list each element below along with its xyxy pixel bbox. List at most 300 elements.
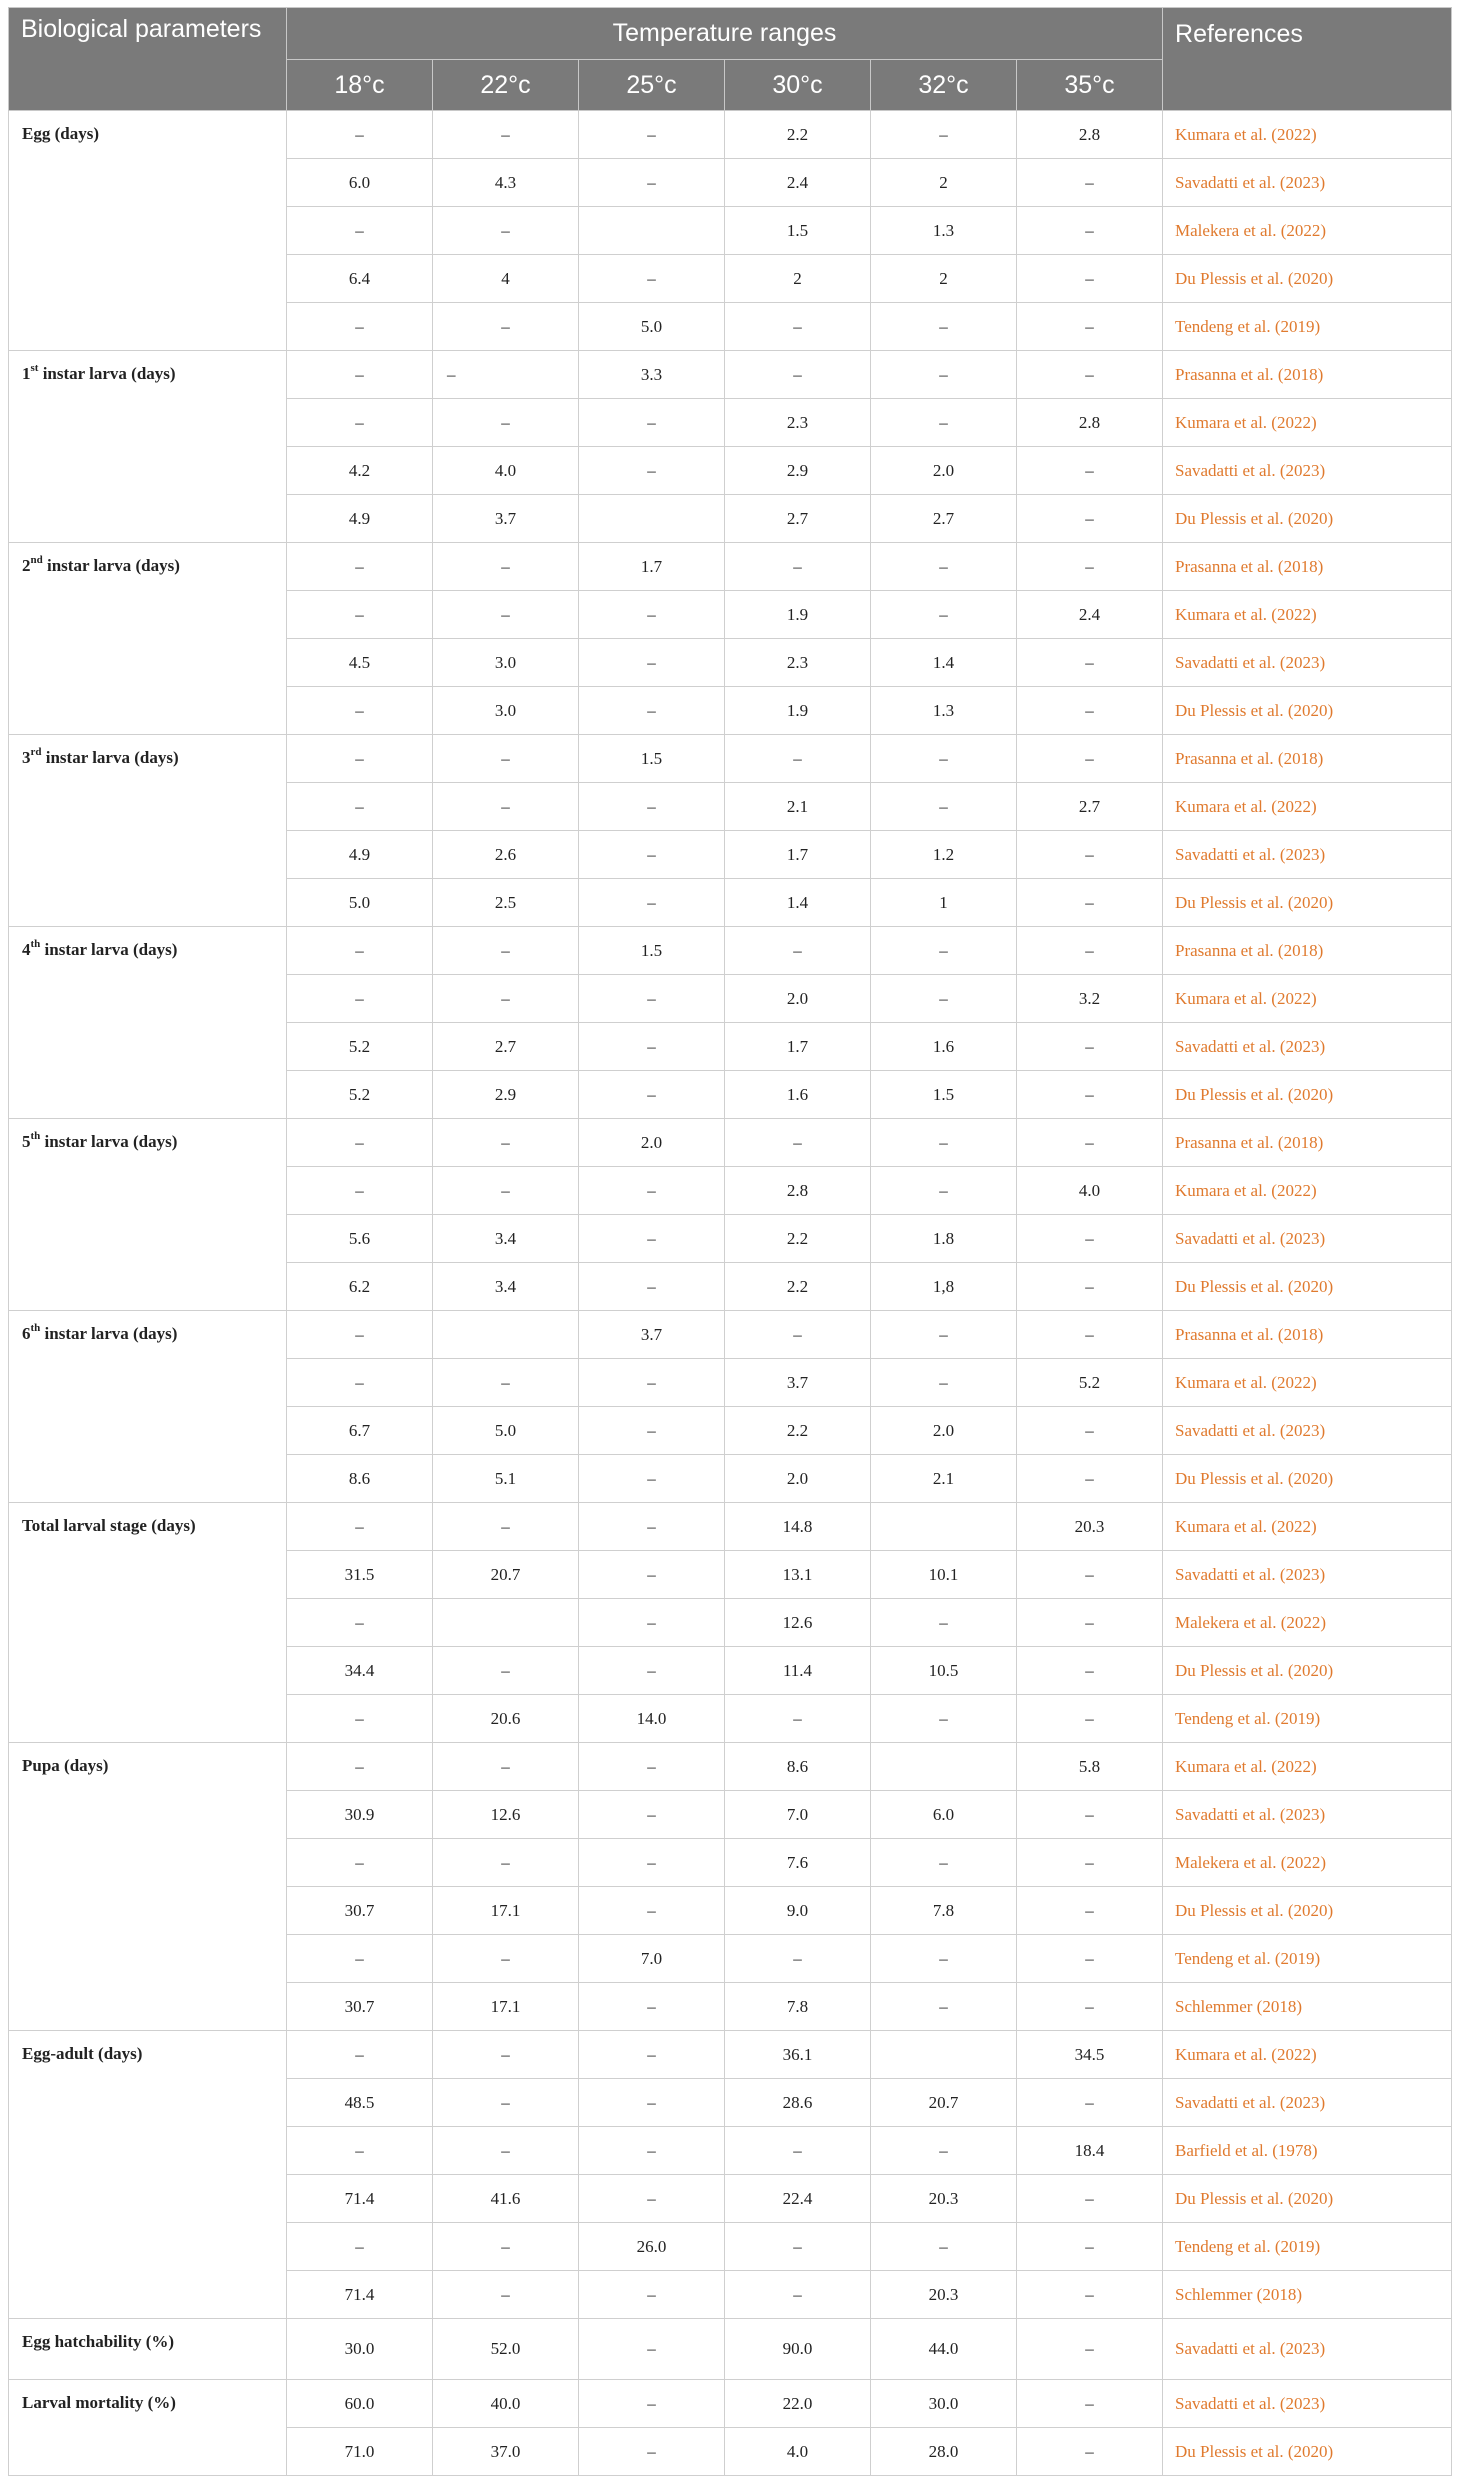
value-cell: 2.1 [871,1455,1017,1503]
reference-link[interactable]: Du Plessis et al. (2020) [1163,687,1452,735]
value-cell: – [287,1167,433,1215]
table-row [9,735,1452,783]
value-cell: – [579,1551,725,1599]
value-cell: 2.8 [725,1167,871,1215]
value-cell: 4.0 [1017,1167,1163,1215]
value-cell: – [287,927,433,975]
value-cell: – [1017,447,1163,495]
reference-link[interactable]: Kumara et al. (2022) [1163,591,1452,639]
value-cell: 5.0 [287,879,433,927]
value-cell: – [1017,1407,1163,1455]
value-cell: – [579,1647,725,1695]
table-header [9,8,1452,111]
value-cell: 34.4 [287,1647,433,1695]
value-cell: – [1017,1311,1163,1359]
value-cell: – [1017,351,1163,399]
value-cell: – [579,1167,725,1215]
value-cell: – [1017,1647,1163,1695]
temp-header-18: 18°c [287,60,433,111]
value-cell: – [725,735,871,783]
value-cell: 1,8 [871,1263,1017,1311]
parameter-label [9,2380,287,2476]
value-cell: – [287,351,433,399]
table-row [9,2380,1452,2428]
value-cell: 1.4 [871,639,1017,687]
reference-link[interactable]: Prasanna et al. (2018) [1163,1311,1452,1359]
value-cell: – [579,783,725,831]
value-cell: 1.7 [725,1023,871,1071]
reference-link[interactable]: Savadatti et al. (2023) [1163,1215,1452,1263]
reference-link[interactable]: Prasanna et al. (2018) [1163,1119,1452,1167]
value-cell: – [287,399,433,447]
value-cell: 2 [871,255,1017,303]
value-cell: 2 [725,255,871,303]
value-cell: 2.4 [725,159,871,207]
value-cell: 17.1 [433,1887,579,1935]
reference-link[interactable]: Du Plessis et al. (2020) [1163,1887,1452,1935]
value-cell: 1.4 [725,879,871,927]
table-row [9,111,1452,159]
value-cell: – [287,975,433,1023]
value-cell: 6.2 [287,1263,433,1311]
parameter-label-rest: instar larva (days) [40,940,178,959]
value-cell: 5.0 [433,1407,579,1455]
value-cell: – [579,1263,725,1311]
value-cell: – [287,543,433,591]
reference-link[interactable]: Savadatti et al. (2023) [1163,2380,1452,2428]
value-cell: – [287,1359,433,1407]
value-cell [579,495,725,543]
value-cell: – [579,2380,725,2428]
table-row [9,927,1452,975]
value-cell: 30.9 [287,1791,433,1839]
value-cell: 71.4 [287,2175,433,2223]
value-cell [433,1599,579,1647]
value-cell: – [1017,2428,1163,2476]
value-cell: – [287,1599,433,1647]
value-cell: – [433,2079,579,2127]
value-cell: – [1017,1023,1163,1071]
value-cell: – [433,1119,579,1167]
reference-link[interactable]: Malekera et al. (2022) [1163,207,1452,255]
value-cell: – [579,1503,725,1551]
reference-link[interactable]: Savadatti et al. (2023) [1163,1023,1452,1071]
table-row [9,1311,1452,1359]
value-cell: – [1017,879,1163,927]
parameter-label-rest: instar larva (days) [42,556,180,575]
reference-link[interactable]: Schlemmer (2018) [1163,1983,1452,2031]
reference-link[interactable]: Savadatti et al. (2023) [1163,1791,1452,1839]
value-cell: – [579,2127,725,2175]
value-cell: – [287,1695,433,1743]
value-cell: 1.5 [725,207,871,255]
value-cell: – [871,303,1017,351]
value-cell: – [433,975,579,1023]
value-cell: 1.7 [579,543,725,591]
parameter-label-text: Egg-adult (days) [22,2044,143,2063]
data-table-container [8,7,1451,2476]
value-cell: – [1017,2175,1163,2223]
value-cell: – [287,1743,433,1791]
value-cell: – [579,1791,725,1839]
value-cell: – [871,591,1017,639]
value-cell: 3.2 [1017,975,1163,1023]
value-cell: – [579,2079,725,2127]
value-cell: – [725,303,871,351]
reference-link[interactable]: Savadatti et al. (2023) [1163,639,1452,687]
parameter-label [9,2031,287,2319]
value-cell: – [871,1599,1017,1647]
value-cell: – [287,1839,433,1887]
value-cell: – [871,735,1017,783]
value-cell: 3.0 [433,687,579,735]
value-cell: – [579,1407,725,1455]
value-cell: 7.8 [725,1983,871,2031]
ordinal-suffix: th [30,1130,41,1143]
parameter-label-text: 4 [22,940,31,959]
value-cell: 2.0 [725,1455,871,1503]
value-cell: 2.0 [579,1119,725,1167]
value-cell: – [871,1983,1017,2031]
value-cell: 1.6 [871,1023,1017,1071]
parameter-label-rest: instar larva (days) [41,748,179,767]
value-cell: – [1017,831,1163,879]
value-cell: – [287,1503,433,1551]
value-cell: 2.0 [725,975,871,1023]
reference-link[interactable]: Prasanna et al. (2018) [1163,543,1452,591]
reference-link[interactable]: Kumara et al. (2022) [1163,111,1452,159]
value-cell: 17.1 [433,1983,579,2031]
parameter-label-rest: instar larva (days) [38,364,176,383]
table-row [9,1503,1452,1551]
parameter-label-text: Pupa (days) [22,1756,109,1775]
ordinal-suffix: th [30,1322,41,1335]
ordinal-suffix: th [30,938,41,951]
value-cell: – [433,591,579,639]
parameter-label [9,111,287,351]
reference-link[interactable]: Savadatti et al. (2023) [1163,159,1452,207]
value-cell: – [579,1743,725,1791]
value-cell: 20.6 [433,1695,579,1743]
value-cell: – [579,1071,725,1119]
reference-link[interactable]: Savadatti et al. (2023) [1163,2319,1452,2380]
value-cell: 4.3 [433,159,579,207]
parameter-label-text: 1 [22,364,31,383]
value-cell: – [287,1311,433,1359]
value-cell: 8.6 [725,1743,871,1791]
value-cell: – [579,2175,725,2223]
value-cell: – [579,831,725,879]
value-cell: – [579,1215,725,1263]
reference-link[interactable]: Tendeng et al. (2019) [1163,303,1452,351]
value-cell: 5.6 [287,1215,433,1263]
temp-header-22: 22°c [433,60,579,111]
value-cell: 5.8 [1017,1743,1163,1791]
reference-link[interactable]: Kumara et al. (2022) [1163,1359,1452,1407]
value-cell: – [433,351,579,399]
value-cell: – [1017,927,1163,975]
value-cell: – [1017,735,1163,783]
value-cell: – [1017,1215,1163,1263]
value-cell: – [725,351,871,399]
value-cell: – [1017,1599,1163,1647]
value-cell: 20.3 [871,2271,1017,2319]
parameter-label-text: Egg (days) [22,124,99,143]
value-cell: – [579,1599,725,1647]
value-cell: 4 [433,255,579,303]
value-cell: – [579,639,725,687]
value-cell: 4.0 [725,2428,871,2476]
parameter-label [9,543,287,735]
value-cell: – [725,927,871,975]
table-row [9,1119,1452,1167]
value-cell: 6.4 [287,255,433,303]
value-cell: – [433,735,579,783]
value-cell: 3.7 [579,1311,725,1359]
value-cell: – [871,399,1017,447]
value-cell: 1.2 [871,831,1017,879]
value-cell: – [579,1839,725,1887]
parameter-label [9,1119,287,1311]
value-cell: 2.7 [871,495,1017,543]
value-cell: 6.7 [287,1407,433,1455]
value-cell: 7.8 [871,1887,1017,1935]
reference-link[interactable]: Prasanna et al. (2018) [1163,735,1452,783]
reference-link[interactable]: Prasanna et al. (2018) [1163,351,1452,399]
value-cell: 14.8 [725,1503,871,1551]
value-cell: 4.2 [287,447,433,495]
value-cell: – [433,543,579,591]
reference-link[interactable]: Tendeng et al. (2019) [1163,1695,1452,1743]
value-cell: – [871,1695,1017,1743]
parameter-label [9,927,287,1119]
value-cell: 37.0 [433,2428,579,2476]
reference-link[interactable]: Du Plessis et al. (2020) [1163,1455,1452,1503]
reference-link[interactable]: Savadatti et al. (2023) [1163,1407,1452,1455]
value-cell: 2.3 [725,639,871,687]
reference-link[interactable]: Savadatti et al. (2023) [1163,447,1452,495]
reference-link[interactable]: Du Plessis et al. (2020) [1163,495,1452,543]
value-cell: 1.5 [871,1071,1017,1119]
reference-link[interactable]: Savadatti et al. (2023) [1163,831,1452,879]
value-cell: 2.2 [725,1407,871,1455]
value-cell: 20.7 [871,2079,1017,2127]
value-cell: – [1017,2223,1163,2271]
value-cell: – [579,1887,725,1935]
value-cell: 2.2 [725,1263,871,1311]
value-cell: 71.4 [287,2271,433,2319]
value-cell: – [287,687,433,735]
value-cell: 4.5 [287,639,433,687]
value-cell: – [579,2031,725,2079]
ordinal-suffix: rd [30,746,42,759]
value-cell: – [1017,1839,1163,1887]
reference-link[interactable]: Malekera et al. (2022) [1163,1839,1452,1887]
table-row [9,351,1452,399]
value-cell: 5.2 [1017,1359,1163,1407]
parameter-label-text: 3 [22,748,31,767]
value-cell: – [287,303,433,351]
value-cell: – [433,399,579,447]
value-cell: 1.5 [579,927,725,975]
parameter-label [9,1743,287,2031]
value-cell: – [433,2223,579,2271]
reference-link[interactable]: Schlemmer (2018) [1163,2271,1452,2319]
value-cell: – [433,1935,579,1983]
value-cell: 5.0 [579,303,725,351]
parameter-label [9,735,287,927]
value-cell: 2.8 [1017,111,1163,159]
value-cell: 8.6 [287,1455,433,1503]
ordinal-suffix: nd [30,554,43,567]
value-cell: 13.1 [725,1551,871,1599]
value-cell: 1.8 [871,1215,1017,1263]
value-cell: – [725,1311,871,1359]
value-cell: 22.4 [725,2175,871,2223]
value-cell: 41.6 [433,2175,579,2223]
value-cell: 71.0 [287,2428,433,2476]
value-cell [579,207,725,255]
value-cell: – [725,2271,871,2319]
value-cell: 4.9 [287,831,433,879]
value-cell: 1 [871,879,1017,927]
reference-link[interactable]: Barfield et al. (1978) [1163,2127,1452,2175]
value-cell: 2.0 [871,447,1017,495]
value-cell: – [287,2223,433,2271]
value-cell: – [433,1839,579,1887]
reference-link[interactable]: Du Plessis et al. (2020) [1163,2428,1452,2476]
value-cell: 30.0 [287,2319,433,2380]
value-cell: – [579,111,725,159]
value-cell: – [871,1311,1017,1359]
reference-link[interactable]: Kumara et al. (2022) [1163,399,1452,447]
parameter-label-rest: instar larva (days) [40,1324,178,1343]
value-cell: – [287,783,433,831]
value-cell: 28.6 [725,2079,871,2127]
reference-link[interactable]: Kumara et al. (2022) [1163,1743,1452,1791]
reference-link[interactable]: Savadatti et al. (2023) [1163,1551,1452,1599]
value-cell: – [1017,2079,1163,2127]
value-cell: – [433,1359,579,1407]
value-cell: – [579,447,725,495]
value-cell: – [579,879,725,927]
value-cell: 2.9 [433,1071,579,1119]
reference-link[interactable]: Du Plessis et al. (2020) [1163,879,1452,927]
value-cell: – [579,591,725,639]
value-cell: – [871,1119,1017,1167]
value-cell: 30.7 [287,1983,433,2031]
value-cell: – [871,2223,1017,2271]
value-cell: 5.1 [433,1455,579,1503]
value-cell: 2.1 [725,783,871,831]
value-cell: 12.6 [725,1599,871,1647]
value-cell: 14.0 [579,1695,725,1743]
value-cell: 2.9 [725,447,871,495]
reference-link[interactable]: Malekera et al. (2022) [1163,1599,1452,1647]
temp-header-30: 30°c [725,60,871,111]
parameter-label-text: 6 [22,1324,31,1343]
value-cell: – [433,207,579,255]
value-cell: 4.0 [433,447,579,495]
parameter-label [9,1311,287,1503]
value-cell: – [1017,159,1163,207]
value-cell: – [1017,1887,1163,1935]
value-cell: – [1017,1695,1163,1743]
value-cell: 20.3 [871,2175,1017,2223]
value-cell: 2.7 [433,1023,579,1071]
value-cell: 1.3 [871,687,1017,735]
reference-link[interactable]: Du Plessis et al. (2020) [1163,1647,1452,1695]
value-cell: – [579,399,725,447]
value-cell: – [287,2127,433,2175]
value-cell: – [1017,2271,1163,2319]
value-cell: 6.0 [287,159,433,207]
reference-link[interactable]: Kumara et al. (2022) [1163,1503,1452,1551]
value-cell: – [433,111,579,159]
reference-link[interactable]: Kumara et al. (2022) [1163,975,1452,1023]
reference-link[interactable]: Savadatti et al. (2023) [1163,2079,1452,2127]
reference-link[interactable]: Kumara et al. (2022) [1163,783,1452,831]
value-cell: 7.0 [579,1935,725,1983]
value-cell: – [579,2271,725,2319]
value-cell: – [1017,1791,1163,1839]
parameter-label-rest: instar larva (days) [40,1132,178,1151]
value-cell: 28.0 [871,2428,1017,2476]
value-cell: – [871,1359,1017,1407]
value-cell: – [433,303,579,351]
value-cell: 30.7 [287,1887,433,1935]
value-cell: 10.5 [871,1647,1017,1695]
value-cell: 6.0 [871,1791,1017,1839]
temp-header-25: 25°c [579,60,725,111]
value-cell: – [433,2031,579,2079]
value-cell: 31.5 [287,1551,433,1599]
value-cell: – [287,2031,433,2079]
reference-link[interactable]: Tendeng et al. (2019) [1163,1935,1452,1983]
parameter-label-text: Larval mortality (%) [22,2393,176,2412]
reference-link[interactable]: Du Plessis et al. (2020) [1163,255,1452,303]
table-body [9,111,1452,2476]
value-cell: 2 [871,159,1017,207]
value-cell: 2.6 [433,831,579,879]
reference-link[interactable]: Kumara et al. (2022) [1163,1167,1452,1215]
reference-link[interactable]: Prasanna et al. (2018) [1163,927,1452,975]
value-cell: 2.2 [725,111,871,159]
parameter-label-text: 5 [22,1132,31,1151]
value-cell: 9.0 [725,1887,871,1935]
value-cell: – [579,2428,725,2476]
value-cell: 1.3 [871,207,1017,255]
value-cell: – [433,1647,579,1695]
reference-link[interactable]: Kumara et al. (2022) [1163,2031,1452,2079]
value-cell: 90.0 [725,2319,871,2380]
value-cell: – [579,1983,725,2031]
reference-link[interactable]: Du Plessis et al. (2020) [1163,1071,1452,1119]
value-cell: – [871,2127,1017,2175]
reference-link[interactable]: Du Plessis et al. (2020) [1163,1263,1452,1311]
reference-link[interactable]: Tendeng et al. (2019) [1163,2223,1452,2271]
value-cell: 2.5 [433,879,579,927]
value-cell: 2.7 [1017,783,1163,831]
parameter-label [9,351,287,543]
reference-link[interactable]: Du Plessis et al. (2020) [1163,2175,1452,2223]
value-cell: – [433,1167,579,1215]
value-cell: 7.0 [725,1791,871,1839]
value-cell: 1.7 [725,831,871,879]
value-cell [433,1311,579,1359]
parameter-label-text: 2 [22,556,31,575]
parameter-label [9,1503,287,1743]
